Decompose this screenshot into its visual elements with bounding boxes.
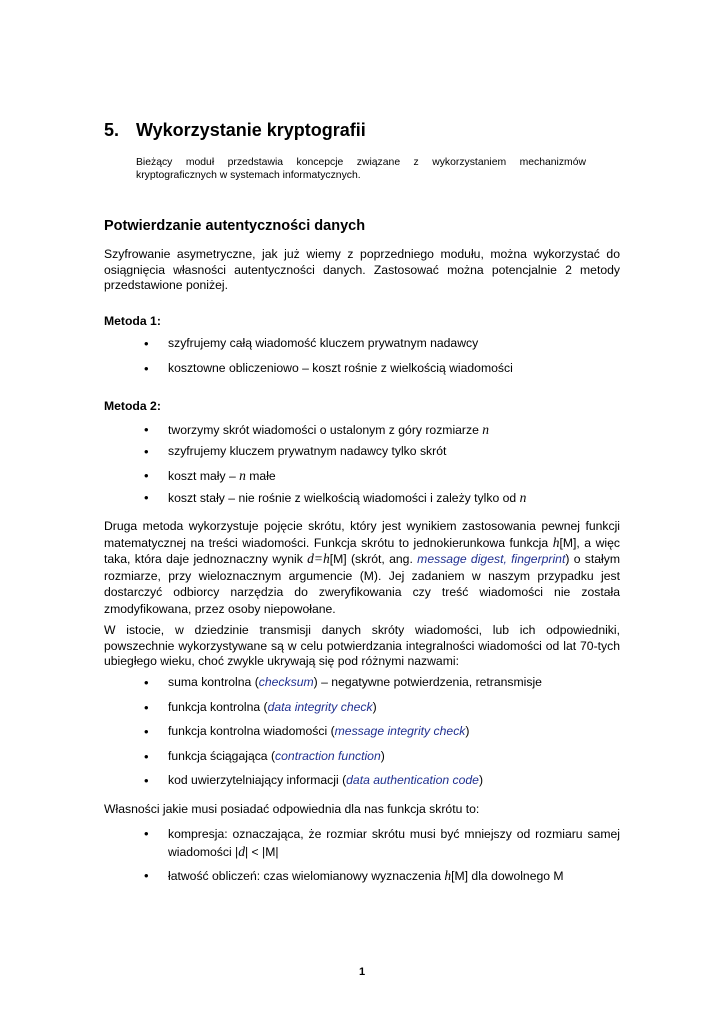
term-contraction-function: contraction function xyxy=(275,749,381,763)
bullet-icon: • xyxy=(144,336,149,351)
paragraph-hash-function: Druga metoda wykorzystuje pojęcie skrótu, który jest wynikiem zastosowania pewnej funkcji matematycznej na treści wiadomości. Funkcja skrótu to jednokierunkowa funkcja h[M], a więc taka, która daje jednoznaczny wynik d=h[M] (skrót, ang. message digest, fingerprint) o stałym rozmiarze, przy wieloznacznym argumencie (M). Jej zadaniem w naszym przypadku jest dostarczyć odbiorcy narzędzia do zweryfikowania czy treść wiadomości nie została zmodyfikowana, przez osoby niepowołane. xyxy=(104,519,621,616)
variable-n: n xyxy=(482,422,490,437)
function-h: h xyxy=(552,534,560,550)
variable-n: n xyxy=(519,490,527,505)
method-1-label: Metoda 1: xyxy=(104,314,161,328)
bullet-icon: • xyxy=(144,773,149,788)
method-2-label: Metoda 2: xyxy=(104,399,161,413)
term-message-digest: message digest, fingerprint xyxy=(417,552,566,566)
term-message-integrity-check: message integrity check xyxy=(334,724,466,738)
chapter-number: 5. xyxy=(104,120,120,140)
paragraph-asymmetric: Szyfrowanie asymetryczne, jak już wiemy z poprzedniego modułu, można wykorzystać do osiągnięcia własności autentyczności danych. Zastosować można potencjalnie 2 metody przedstawione poniżej. xyxy=(104,247,620,292)
bullet-icon: • xyxy=(144,468,149,483)
bullet-icon: • xyxy=(144,444,149,459)
property-item: • kompresja: oznaczająca, że rozmiar skrótu musi być mniejszy od rozmiaru samej wiadomości |d| < |M| xyxy=(144,826,620,859)
term-checksum: checksum xyxy=(258,675,314,689)
term-data-integrity-check: data integrity check xyxy=(267,700,373,714)
page-number: 1 xyxy=(358,966,366,978)
bullet-icon: • xyxy=(144,675,149,690)
term-data-authentication-code: data authentication code xyxy=(346,773,479,787)
bullet-icon: • xyxy=(144,724,149,739)
document-page: 5. Wykorzystanie kryptografii Bieżący moduł przedstawia koncepcje związane z wykorzystaniem mechanizmów kryptograficznych w systemach informatycznych. Potwierdzanie autentyczności danych Szyfrowanie asymetryczne, jak już wiemy z poprzedniego modułu, można wykorzystać do osiągnięcia własności autentyczności danych. Zastosować można potencjalnie 2 metody przedstawione poniżej. Metoda 1: • szyfrujemy całą wiadomość kluczem prywatnym nadawcy • kosztowne obliczeniowo – koszt rośnie z wielkością wiadomości Metoda 2: • tworzymy skrót wiadomości o ustalonym z góry rozmiarze n • szyfrujemy kluczem prywatnym nadawcy tylko skrót • koszt mały – n małe • koszt stały – nie rośnie z wielkością wiadomości i zależy tylko od n Druga metoda wykorzystuje pojęcie skrótu, który jest wynikiem zastosowania pewnej funkcji matematycznej na treści wiadomości. Funkcja skrótu to jednokierunkowa funkcja h[M], a więc taka, która daje jednoznaczny wynik d=h[M] (skrót, ang. message digest, fingerprint) o stałym rozmiarze, przy wieloznacznym argumencie (M). Jej zadaniem w naszym przypadku jest dostarczyć odbiorcy narzędzia do zweryfikowania czy treść wiadomości nie została zmodyfikowana, przez osoby niepowołane. W istocie, w dziedzinie transmisji danych skróty wiadomości, lub ich odpowiedniki, powszechnie wykorzystywane są w celu potwierdzania integralności wiadomości od lat 70-tych ubiegłego wieku, choć zwykle ukrywają się pod różnymi nazwami: • suma kontrolna (checksum) – negatywne potwierdzenia, retransmisje • funkcja kontrolna (data integrity check) • funkcja kontrolna wiadomości (message integrity check) • funkcja ściągająca (contraction function) • kod uwierzytelniający informacji (data authentication code) Własności jakie musi posiadać odpowiednia dla nas funkcja skrótu to: • kompresja: oznaczająca, że rozmiar skrótu musi być mniejszy od rozmiaru samej wiadomości |d| < |M| • łatwość obliczeń: czas wielomianowy wyznaczenia h[M] dla dowolnego M 1 xyxy=(0,0,724,1024)
chapter-intro: Bieżący moduł przedstawia koncepcje związane z wykorzystaniem mechanizmów kryptograficznych w systemach informatycznych. xyxy=(136,157,586,181)
bullet-icon: • xyxy=(144,490,149,505)
variable-d: d xyxy=(238,844,245,859)
bullet-icon: • xyxy=(144,868,149,883)
function-h: h xyxy=(444,868,452,883)
bullet-icon: • xyxy=(144,361,149,376)
paragraph-history: W istocie, w dziedzinie transmisji danych skróty wiadomości, lub ich odpowiedniki, powszechnie wykorzystywane są w celu potwierdzania integralności wiadomości od lat 70-tych ubiegłego wieku, choć zwykle ukrywają się pod różnymi nazwami: xyxy=(104,623,620,668)
chapter-title: Wykorzystanie kryptografii xyxy=(136,120,366,140)
variable-n: n xyxy=(239,468,246,483)
bullet-icon: • xyxy=(144,422,149,437)
bullet-icon: • xyxy=(144,749,149,764)
bullet-icon: • xyxy=(144,826,149,841)
paragraph-properties: Własności jakie musi posiadać odpowiednia dla nas funkcja skrótu to: xyxy=(104,802,480,816)
section-title: Potwierdzanie autentyczności danych xyxy=(104,218,366,234)
bullet-icon: • xyxy=(144,700,149,715)
chapter-heading xyxy=(104,118,366,142)
formula-d-equals-h: d=h xyxy=(307,551,330,566)
